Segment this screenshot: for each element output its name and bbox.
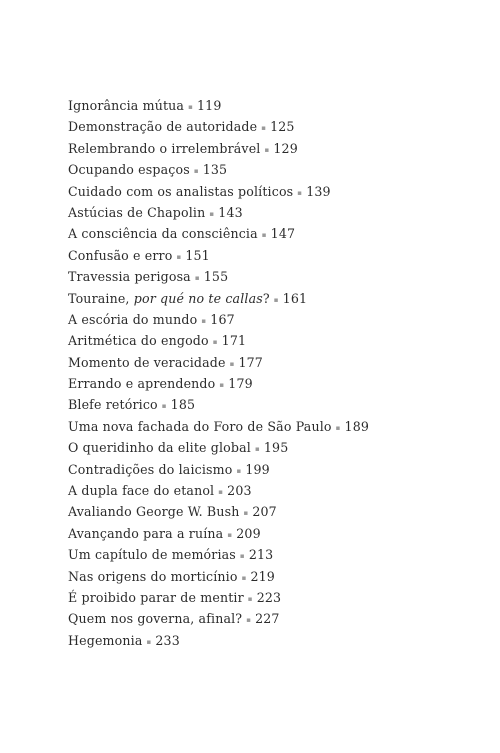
separator-icon: ▪ <box>261 124 267 133</box>
entry-page-number: 179 <box>228 376 253 392</box>
entry-page-number: 119 <box>197 98 222 113</box>
separator-icon: ▪ <box>335 423 341 432</box>
entry-title: A dupla face do etanol <box>68 483 215 499</box>
entry-page-number: 233 <box>155 632 180 648</box>
entry-title: Uma nova fachada do Foro de São Paulo <box>68 418 332 434</box>
separator-icon: ▪ <box>219 381 225 390</box>
entry-title: Blefe retórico <box>68 397 158 413</box>
entry-page-number: 203 <box>227 483 252 499</box>
toc-entry <box>68 480 369 501</box>
toc-entry <box>68 245 369 266</box>
toc-entry <box>68 116 369 137</box>
toc-entry <box>68 501 369 522</box>
separator-icon: ▪ <box>218 488 224 497</box>
separator-icon: ▪ <box>254 445 260 454</box>
toc-entry <box>68 608 369 629</box>
toc-entry <box>68 587 369 608</box>
entry-page-number: 209 <box>236 525 261 541</box>
entry-page-number: 125 <box>270 119 295 135</box>
toc-entry <box>68 459 369 480</box>
separator-icon: ▪ <box>201 316 207 325</box>
separator-icon: ▪ <box>227 530 233 539</box>
toc-entry <box>68 95 369 116</box>
entry-page-number: 223 <box>256 589 282 605</box>
separator-icon: ▪ <box>247 594 253 603</box>
entry-page-number: 129 <box>273 140 298 156</box>
entry-page-number: 185 <box>170 397 196 413</box>
entry-title: Um capítulo de memórias <box>68 547 236 563</box>
entry-page-number: 227 <box>255 611 280 627</box>
entry-page-number: 155 <box>203 269 229 285</box>
entry-page-number: 147 <box>270 226 296 242</box>
entry-page-number: 199 <box>245 461 270 477</box>
separator-icon: ▪ <box>261 231 267 240</box>
separator-icon: ▪ <box>236 466 242 475</box>
separator-icon: ▪ <box>193 167 199 176</box>
separator-icon: ▪ <box>273 295 279 304</box>
separator-icon: ▪ <box>194 274 200 283</box>
toc-entry <box>68 330 369 351</box>
entry-title: Aritmética do engodo <box>68 333 209 349</box>
entry-page-number: 135 <box>202 162 228 178</box>
entry-page-number: 167 <box>210 311 235 327</box>
entry-title-prefix: Touraine, <box>68 290 134 306</box>
entry-page-number: 177 <box>238 354 263 370</box>
separator-icon: ▪ <box>188 103 194 111</box>
separator-icon: ▪ <box>176 252 182 261</box>
toc-entry <box>68 544 369 565</box>
entry-title: Hegemonia <box>68 632 143 648</box>
entry-title: O queridinho da elite global <box>68 440 251 456</box>
separator-icon: ▪ <box>297 188 303 197</box>
toc-entry <box>68 394 369 415</box>
entry-title: Astúcias de Chapolin <box>68 204 206 220</box>
entry-title: Avançando para a ruína <box>68 525 224 541</box>
entry-page-number: 195 <box>263 440 289 456</box>
toc-entry <box>68 309 369 330</box>
entry-title: É proibido parar de mentir <box>68 589 244 605</box>
entry-title: Errando e aprendendo <box>68 376 216 392</box>
toc-entry <box>68 523 369 544</box>
separator-icon: ▪ <box>241 573 247 582</box>
entry-title: Confusão e erro <box>68 247 173 263</box>
toc-entry <box>68 566 369 587</box>
entry-page-number: 151 <box>185 247 210 263</box>
entry-page-number: 143 <box>218 204 243 220</box>
entry-page-number: 171 <box>221 333 247 349</box>
entry-title: Quem nos governa, afinal? <box>68 611 243 627</box>
entry-title: Nas origens do morticínio <box>68 568 238 584</box>
entry-page-number: 189 <box>344 418 370 434</box>
toc-entry <box>68 630 369 651</box>
entry-page-number: 161 <box>282 290 308 306</box>
entry-title-suffix: ? <box>262 290 270 306</box>
entry-page-number: 207 <box>252 504 277 520</box>
toc-entry <box>68 266 369 287</box>
entry-page-number: 219 <box>250 568 275 584</box>
toc-entry <box>68 159 369 180</box>
separator-icon: ▪ <box>146 637 152 646</box>
separator-icon: ▪ <box>161 402 167 411</box>
toc-entry <box>68 352 369 373</box>
entry-title: A escória do mundo <box>68 311 198 327</box>
separator-icon: ▪ <box>243 509 249 518</box>
separator-icon: ▪ <box>209 209 215 218</box>
entry-page-number: 213 <box>248 547 274 563</box>
entry-title: Demonstração de autoridade <box>68 119 258 135</box>
separator-icon: ▪ <box>264 145 270 154</box>
entry-title: Travessia perigosa <box>68 269 191 285</box>
toc-entry <box>68 416 369 437</box>
separator-icon: ▪ <box>229 359 235 368</box>
table-of-contents <box>68 95 369 651</box>
separator-icon: ▪ <box>239 552 245 561</box>
entry-title: Cuidado com os analistas políticos <box>68 183 294 199</box>
entry-title: Ocupando espaços <box>68 162 190 178</box>
toc-entry <box>68 223 369 244</box>
entry-title: Ignorância mútua <box>68 98 185 113</box>
entry-title: A consciência da consciência <box>68 226 258 242</box>
entry-title: Momento de veracidade <box>68 354 226 370</box>
separator-icon: ▪ <box>246 616 252 625</box>
toc-entry <box>68 437 369 458</box>
toc-entry <box>68 373 369 394</box>
toc-entry <box>68 288 369 309</box>
toc-entry <box>68 138 369 159</box>
entry-title: Contradições do laicismo <box>68 461 233 477</box>
entry-title-italic: por qué no te callas <box>133 290 263 306</box>
entry-title: Avaliando George W. Bush <box>68 504 240 520</box>
entry-title: Relembrando o irrelembrável <box>68 140 261 156</box>
entry-page-number: 139 <box>306 183 331 199</box>
toc-entry <box>68 202 369 223</box>
toc-entry <box>68 181 369 202</box>
separator-icon: ▪ <box>212 338 218 347</box>
